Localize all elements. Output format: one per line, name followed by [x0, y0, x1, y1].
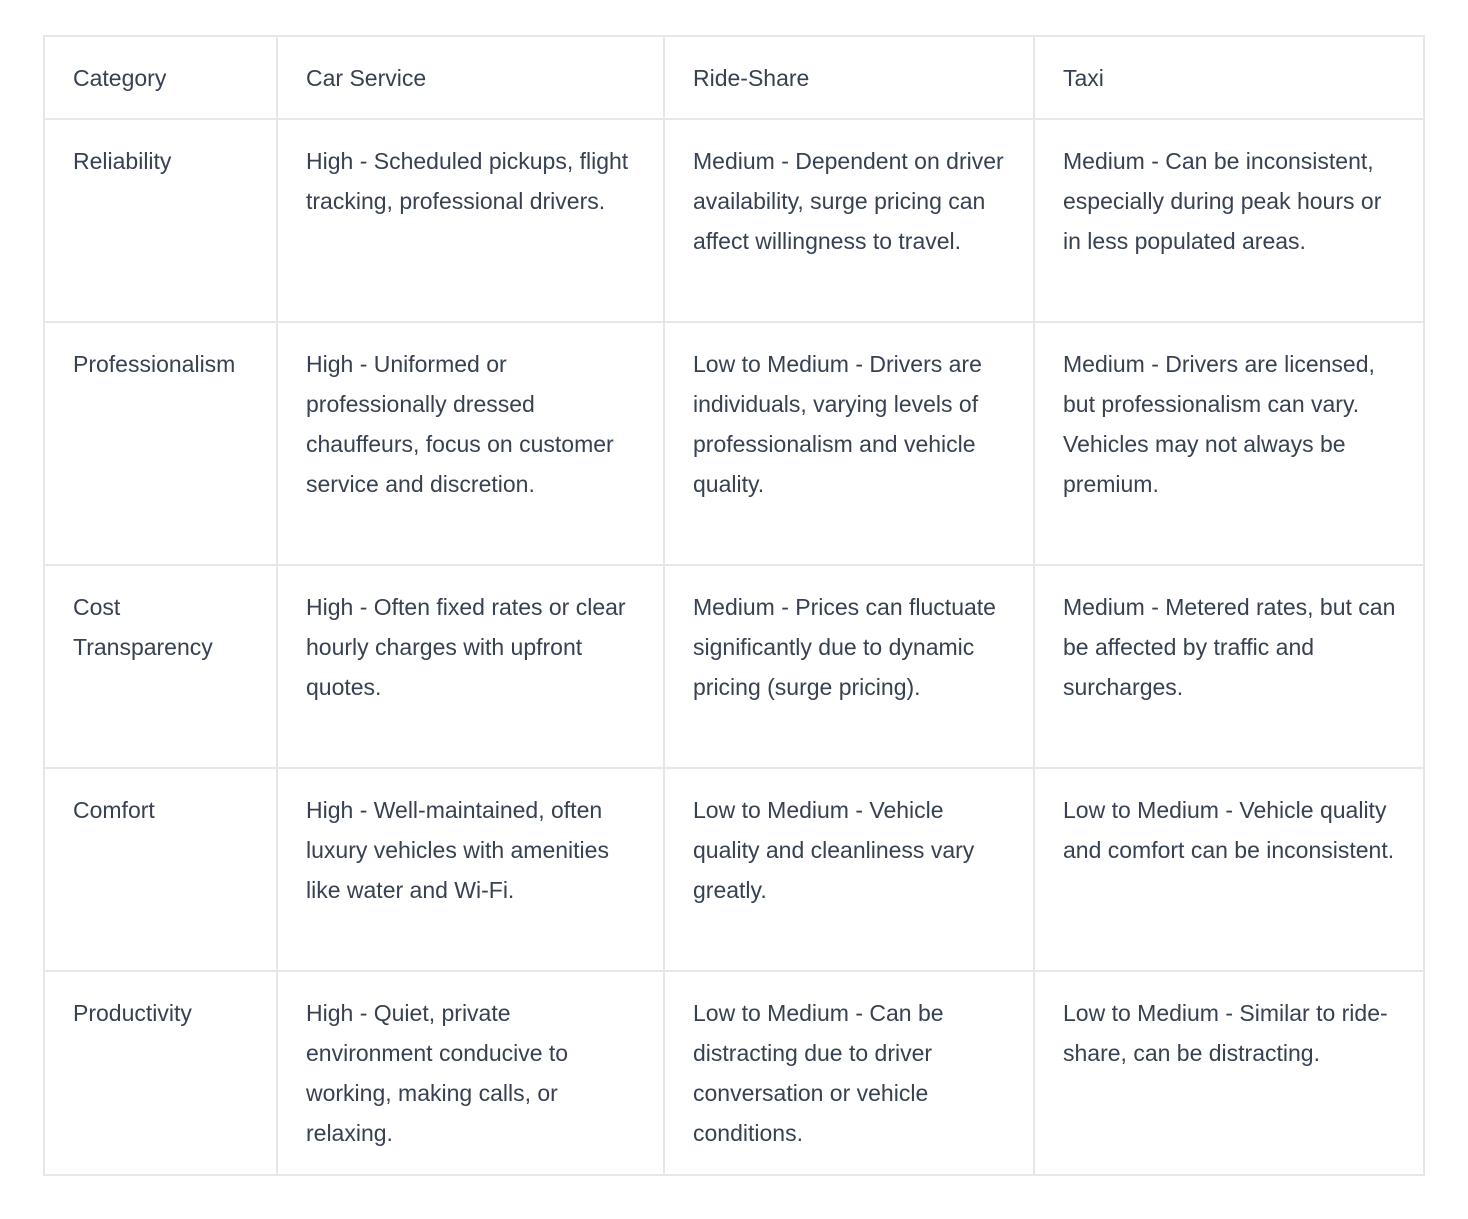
table-row: [44, 119, 1424, 322]
cell-car-service: High - Often fixed rates or clear hourly charges with upfront quotes.: [277, 565, 664, 768]
cell-taxi: Medium - Can be inconsistent, especially during peak hours or in less populated areas.: [1034, 119, 1424, 322]
table-header-row: [44, 36, 1424, 119]
cell-ride-share: Low to Medium - Drivers are individuals, varying levels of professionalism and vehicle quality.: [664, 322, 1034, 565]
cell-category: Comfort: [44, 768, 277, 971]
header-taxi: Taxi: [1034, 36, 1424, 119]
cell-category: Cost Transparency: [44, 565, 277, 768]
cell-ride-share: Medium - Dependent on driver availability, surge pricing can affect willingness to travel.: [664, 119, 1034, 322]
cell-taxi: Medium - Drivers are licensed, but professionalism can vary. Vehicles may not always be premium.: [1034, 322, 1424, 565]
header-car-service: Car Service: [277, 36, 664, 119]
cell-category: Productivity: [44, 971, 277, 1175]
cell-category: Reliability: [44, 119, 277, 322]
cell-taxi: Low to Medium - Vehicle quality and comfort can be inconsistent.: [1034, 768, 1424, 971]
cell-ride-share: Low to Medium - Vehicle quality and cleanliness vary greatly.: [664, 768, 1034, 971]
table-row: [44, 971, 1424, 1175]
cell-taxi: Medium - Metered rates, but can be affected by traffic and surcharges.: [1034, 565, 1424, 768]
cell-car-service: High - Quiet, private environment conducive to working, making calls, or relaxing.: [277, 971, 664, 1175]
cell-category: Professionalism: [44, 322, 277, 565]
cell-ride-share: Low to Medium - Can be distracting due to driver conversation or vehicle conditions.: [664, 971, 1034, 1175]
table-row: [44, 565, 1424, 768]
cell-car-service: High - Well-maintained, often luxury vehicles with amenities like water and Wi-Fi.: [277, 768, 664, 971]
comparison-table: [43, 35, 1425, 1176]
cell-car-service: High - Uniformed or professionally dressed chauffeurs, focus on customer service and discretion.: [277, 322, 664, 565]
header-ride-share: Ride-Share: [664, 36, 1034, 119]
table-row: [44, 322, 1424, 565]
header-category: Category: [44, 36, 277, 119]
table-row: [44, 768, 1424, 971]
cell-ride-share: Medium - Prices can fluctuate significantly due to dynamic pricing (surge pricing).: [664, 565, 1034, 768]
cell-car-service: High - Scheduled pickups, flight tracking, professional drivers.: [277, 119, 664, 322]
cell-taxi: Low to Medium - Similar to ride-share, can be distracting.: [1034, 971, 1424, 1175]
